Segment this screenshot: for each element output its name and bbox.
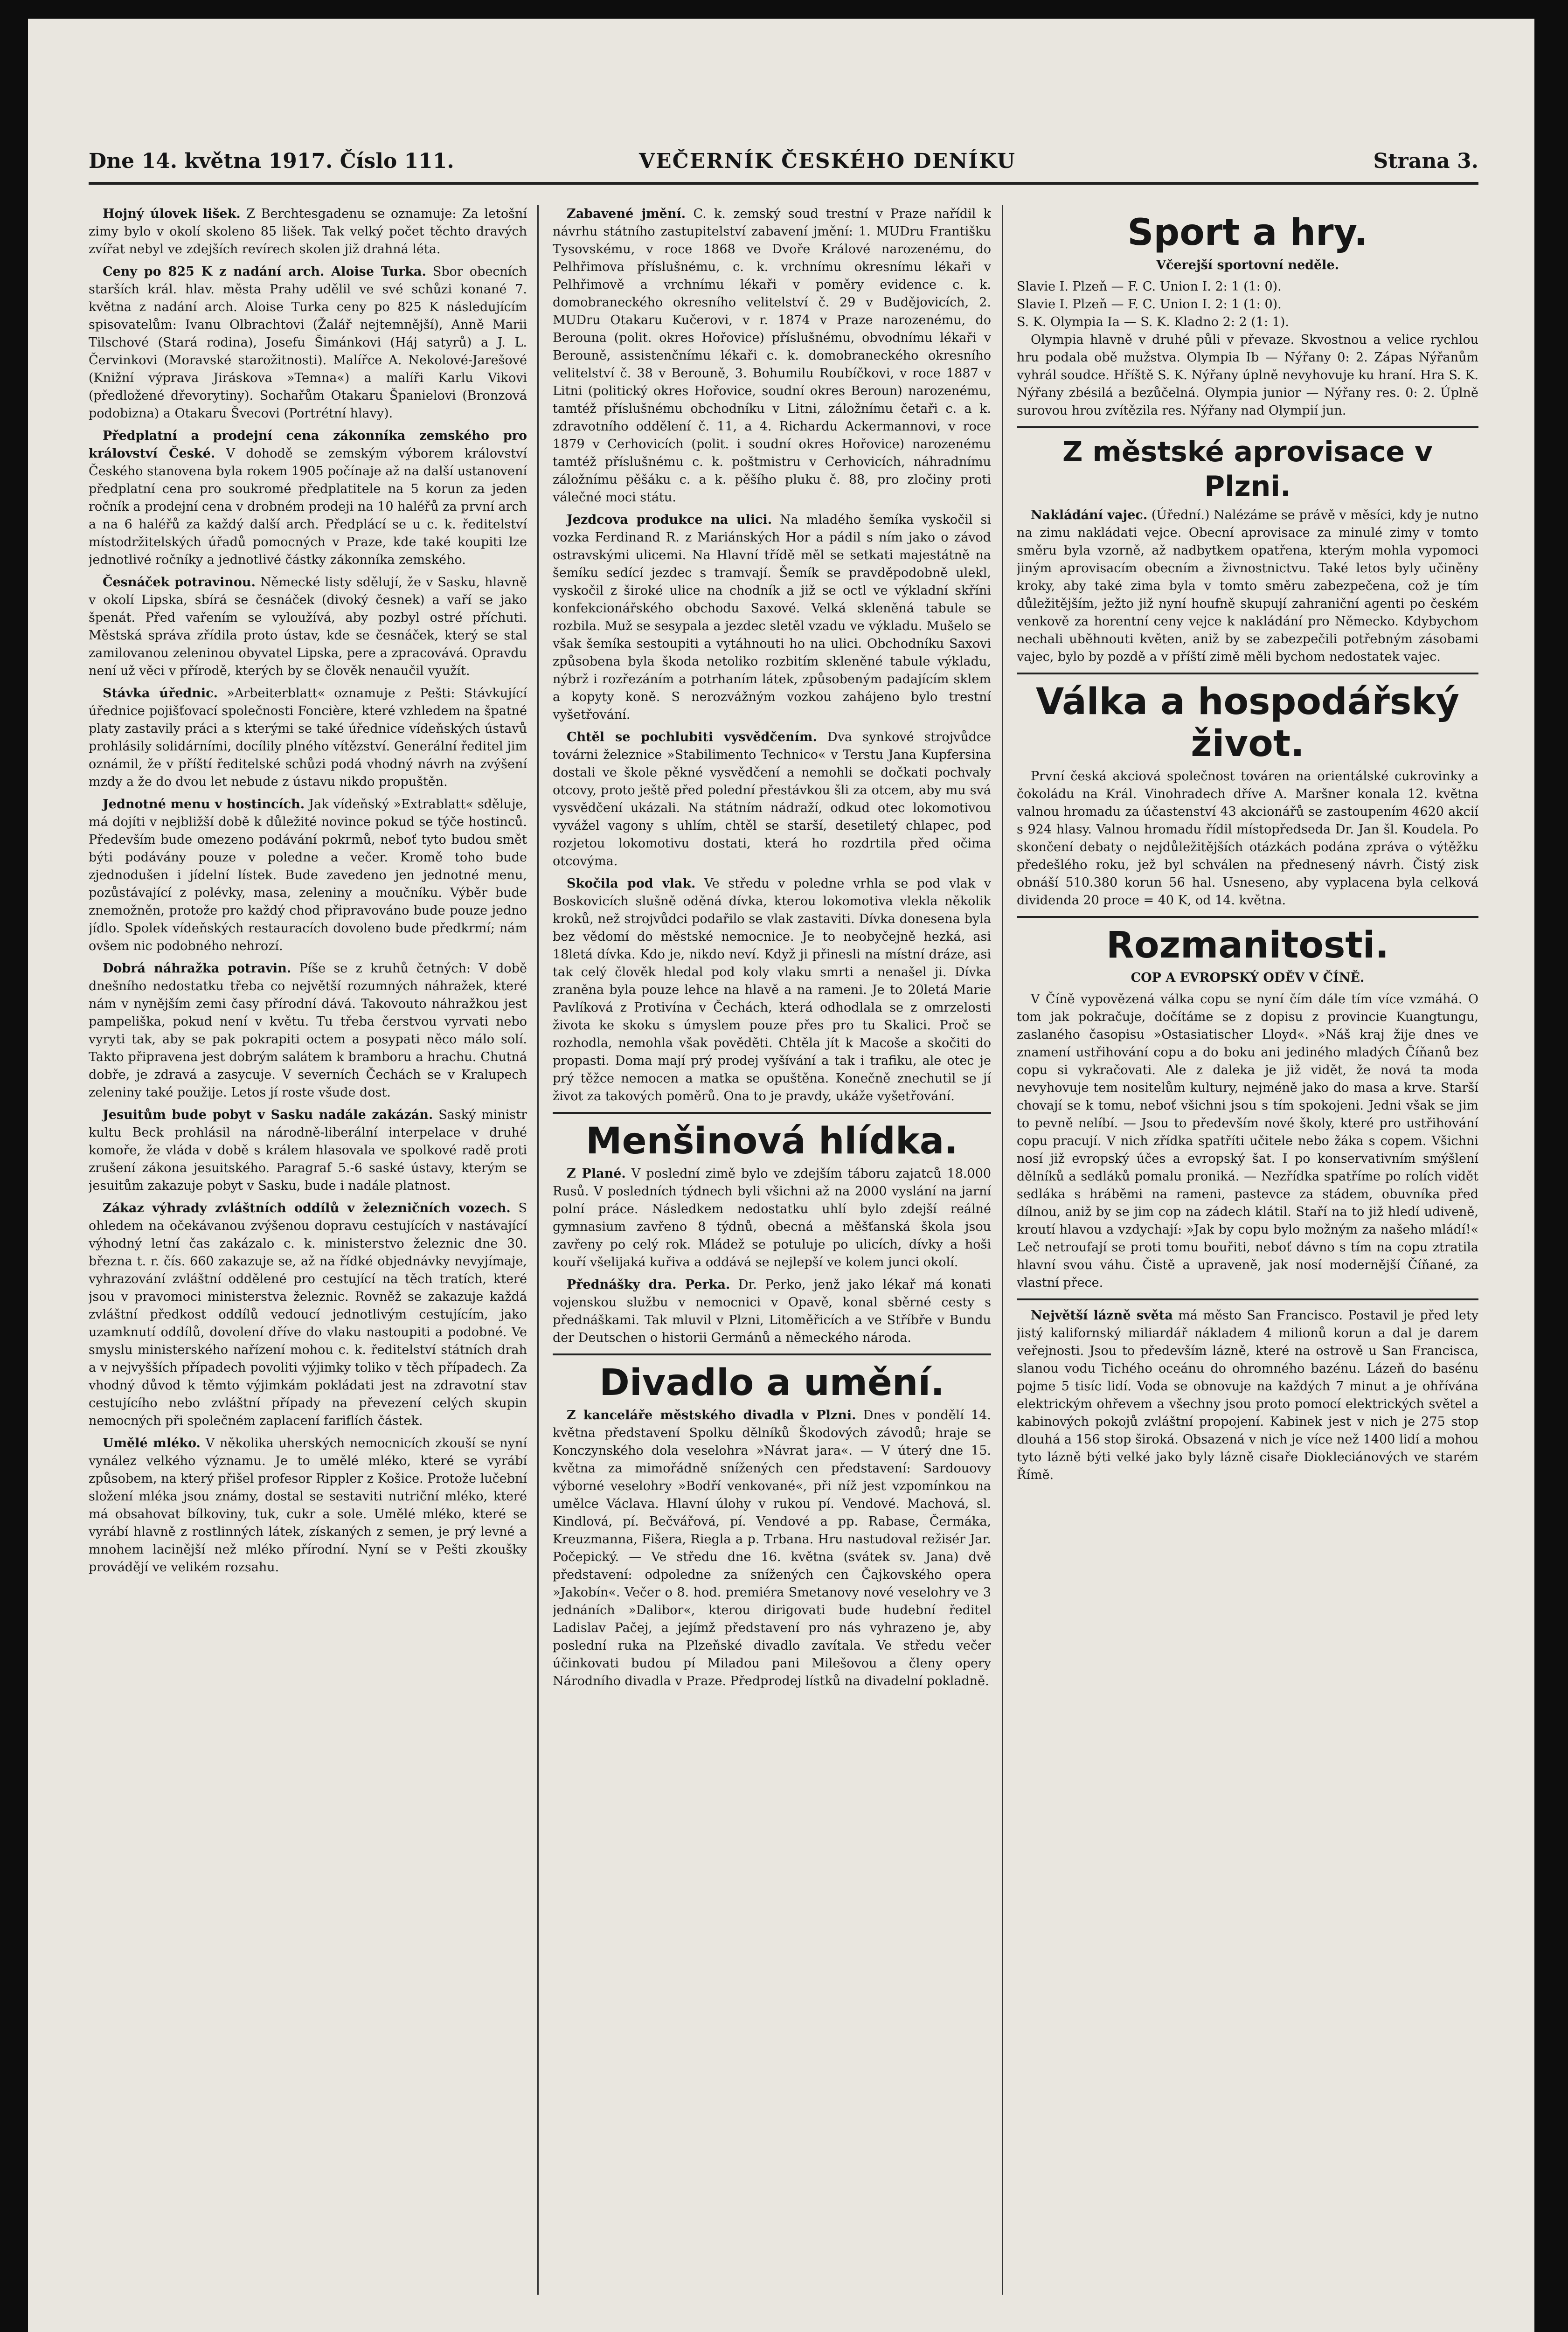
column-3 [1017,205,1478,2295]
article-text: Olympia hlavně v druhé půli v převaze. Skvostnou a velice rychlou hru podala obě mužstva. Olympia Ib — Nýřany 0: 2. Zápas Nýřanům vyhrál soudce. Hříště S. K. Nýřany úplně nevyhovuje ku hraní. Hra S. K. Nýřany zbésilá a bezůčelná. Olympia junior — Nýřany res. 0: 2. Úplně surovou hrou zvítězila res. Nýřany nad Olympií jun. [1017,333,1478,418]
article-text: První česká akciová společnost továren na orientálské cukrovinky a čokoládu na Král. Vinohradech dříve A. Maršner konala 12. května valnou hromadu za účastenství 43 akcionářů se zastoupením 4620 akcií s 924 hlasy. Valnou hromadu řídil místopředseda Dr. Jan šl. Koudela. Po skončení debaty o nejdůležitějších otázkách podána zpráva o výtěžku předešlého roku, jež byl schválen na přednesený návrh. Čistý zisk obnáší 510.380 korun 56 hal. Usneseno, aby vyplacena byla celková dividenda 20 proce = 40 K, od 14. května. [1017,769,1478,908]
article [553,1276,991,1347]
match-result: Slavie I. Plzeň — F. C. Union I. 2: 1 (1: 0). [1017,297,1282,312]
article-text: Německé listy sdělují, že v Sasku, hlavně v okolí Lipska, sbírá se česnáček (divoký česnek) a vaří se jako špenát. Před vařením se vyloužívá, aby pozbyl ostré příchuti. Městská správa zřídila proto ústav, kde se česnáček, který se stal zamilovanou zeleninou obyvatel Lipska, pere a zpracovává. Opravdu není už věci v přírodě, kterých by se člověk nenaučil využít. [89,575,527,678]
article-heading: Přednášky dra. Perka. [567,1277,730,1292]
article-heading: Z kanceláře městského divadla v Plzni. [567,1408,856,1423]
article-heading: Nakládání vajec. [1031,508,1148,522]
match-result: S. K. Olympia Ia — S. K. Kladno 2: 2 (1: 1). [1017,315,1289,329]
article [1017,1307,1478,1484]
article-heading: Předplatní a prodejní cena zákonníka zemského pro království České. [89,429,527,461]
article [553,875,991,1105]
section-title-war: Válka a hospodářský život. [1036,681,1459,765]
article [89,1106,527,1195]
article-text: Dr. Perko, jenž jako lékař má konati vojenskou službu v nemocnici v Opavě, konal sběrné cesty s přednáškami. Tak mluvil v Plzni, Litoměřicích a ve Stříbře v Bundu der Deutschen o historii Germánů a německého národa. [553,1277,991,1345]
column-2 [553,205,991,2295]
article [89,263,527,423]
article [89,205,527,258]
article-heading: Hojný úlovek lišek. [103,207,241,221]
article [553,1165,991,1271]
article-text: Na mladého šemíka vyskočil si vozka Ferdinand R. z Mariánských Hor a pádil s ním jako o závod ostravskými ulicemi. Na Hlavní třídě měl se setkati majestátně na šemíku sedící jezdec s tramvají. Šemík se pravděpodobně ulekl, vyskočil z široké ulice na chodník a již se octl ve výkladní skříni konfekcionářského obchodu Saxové. Velká skleněná tabule se rozbila. Muž se sesypala a jezdec sletěl vzadu ve výkladu. Mušelo se však šemíka sestoupiti a vytáhnouti ho na ulici. Obchodníku Saxovi způsobena byla škoda netoliko rozbitím skleněné tabule výkladu, nýbrž i rozřezáním a potrhaním látek, způsobeným padajícím sklem a kopyty koně. S nerozvážným vozkou zahájeno bylo trestní vyšetřování. [553,513,991,722]
newspaper-page [28,19,1534,2332]
column-rule [1002,205,1003,2295]
article [89,796,527,955]
article-text: C. k. zemský soud trestní v Praze nařídil k návrhu státního zastupitelství zabavení jmění: 1. MUDru Františku Tysovskému, v roce 1868 ve Dvoře Králové narozenému, do Pelhřimova příslušnému, c. k. vrchnímu okresnímu lékaři v Pelhřimově a vrchnímu lékaři v poměry evidence c. k. domobraneckého okresního velitelství č. 29 v Budějovicích, 2. MUDru Otakaru Kučerovi, v r. 1874 v Praze narozenému, do Berouna (polit. okres Hořovice) příslušnému, obvodnímu lékaři v Berouně, assistenčnímu lékaři c. k. domobraneckého okresního velitelství č. 38 v Berouně, 3. Bohumilu Roubíčkovi, v roce 1887 v Litni (politický okres Hořovice, soudní okres Beroun) narozenému, tamtéž příslušnému obchodníku v Litni, záložnímu četaři c. a k. zdravotního oddělení č. 11, a 4. Richardu Ackermannovi, v roce 1879 v Cerhovicích (polit. i soudní okres Hořovice) narozenému tamtéž příslušnému c. k. poštmistru v Cerhovicích, náhradnímu záložnímu pěšáku c. a k. pěšího pluku č. 88, pro zločiny proti válečné moci státu. [553,207,991,505]
article-text: Dva synkové strojvůdce továrni železnice »Stabilimento Technico« v Terstu Jana Kupfersina dostali ve škole pěkné vysvědčení a nemohli se dočkati pochvaly otcovy, proto ještě před polední přestávkou šli za otcem, aby mu svá vysvědčení ukázali. Na státním nádraží, odkud otec lokomotivou vyvážel vagony s uhlím, chtěl se starší, desetiletý chlapec, pod rozjetou lokomotivu dostati, která ho rozdrtila před očima otcovýma. [553,730,991,868]
article-text: Dnes v pondělí 14. května představení Spolku dělníků Škodových závodů; hraje se Konczynského dola veselohra »Návrat jara«. — V úterý dne 15. května za mimořádně snížených cen představení: Sardouovy výborné veselohry »Bodří venkované«, při níž jest vzpomínkou na umělce Václava. Hlavní úlohy v rukou pí. Vendové. Machová, sl. Kindlová, pí. Bečvářová, pí. Vendové a pp. Rabase, Čermáka, Kreuzmanna, Fišera, Riegla a p. Trbana. Hru nastudoval režisér Jar. Počepický. — Ve středu dne 16. května (svátek sv. Jana) dvě představení: odpoledne za snížených cen Čajkovského opera »Jakobín«. Večer o 8. hod. premiéra Smetanovy nové veselohry ve 3 jednáních »Dalibor«, kterou dirigovati bude hudební ředitel Ladislav Pačej, a jejímž představení pro nás vyhrazeno je, aby poslední ruka na Plzeňské divadlo zavítala. Ve středu večer účinkovati budou pí Miladou pani Milešovou a členy opery Národního divadla v Praze. Předprodej lístků na divadelní pokladně. [553,1408,991,1688]
column-1 [89,205,527,2295]
article [1017,507,1478,666]
article-heading: Chtěl se pochlubiti vysvědčením. [567,730,817,744]
article-text: Sbor obecních starších král. hlav. města Prahy udělil ve své schůzi konané 7. května z nadání arch. Aloise Turka ceny po 825 K následujícím spisovatelům: Ivanu Olbrachtovi (Žalář nejtemnější), Anně Marii Tilschové (Stará rodina), Josefu Šimánkovi (Háj satyrů) a J. L. Červinkovi (Moravské starožitnosti). Malířce A. Nekolové-Jarešové (Knižní výprava Jiráskova »Temna«) a malíři Karlu Vikovi (předložené dřevorytiny). Sochařům Otakaru Španielovi (Bronzová podobizna) a Otakaru Švecovi (Portrétní hlavy). [89,264,527,421]
article [553,511,991,724]
article [553,1407,991,1690]
section-title-minority: Menšinová hlídka. [586,1120,958,1162]
article-heading: Jezdcova produkce na ulici. [567,513,772,527]
article-heading: Jesuitům bude pobyt v Sasku nadále zakázán. [103,1108,433,1122]
article [89,574,527,680]
section-title-theatre: Divadlo a umění. [599,1362,944,1404]
article-text: Ve středu v poledne vrhla se pod vlak v Boskovicích slušně oděná dívka, kterou lokomotiva vlekla několik kroků, než strojvůdci podařilo se vlak zastaviti. Dívka donesena byla bez vědomí do městské nemocnice. Je to neobyčejně hezká, asi 18letá dívka. Kdo je, nikdo neví. Když ji přinesli na místní dráze, asi tak celý člověk hledal pod koly vlaku smrti a nenašel ji. Dívka zraněna byla pouze lehce na hlavě a na rameni. Je to 20letá Marie Pavlíková z Protivína v Čechách, která odhodlala se z omrzelosti života ke skoku s úmyslem pouze přes pro tu Skalici. Proč se rozhodla, nemohla však pověděti. Chtěla jít k Macoše a skočiti do propasti. Doma mají prý prodej vyšívání a tak i trafiku, ale otec je prý těžce nemocen a matka se opuštěna. Konečně znechutil se jí život za takových poměrů. Ona to je pravdy, ukáže vyšetřování. [553,876,991,1104]
article-heading: Zabavené jmění. [567,207,686,221]
match-result: Slavie I. Plzeň — F. C. Union I. 2: 1 (1: 0). [1017,279,1282,294]
article [89,427,527,569]
article-heading: Ceny po 825 K z nadání arch. Aloise Turka. [103,264,426,279]
article-heading: Skočila pod vlak. [567,876,696,891]
article-text: Saský ministr kultu Beck prohlásil na národně-liberální interpelace v druhé komoře, že vláda v době s králem hlasovala ve spolkové radě proti zrušení zákona jesuitského. Paragraf 5.-6 saské ústavy, kterým se jesuitům zakazuje pobyt v Sasku, bude i nadále platnost. [89,1108,527,1193]
section-subtitle: COP A EVROPSKÝ ODĚV V ČÍNĚ. [1131,971,1365,985]
article-heading: Stávka úřednic. [103,686,218,701]
section-title-supply: Z městské aprovisace v Plzni. [1062,436,1433,503]
article-heading: Z Plané. [567,1166,626,1181]
section-subtitle: Včerejší sportovní neděle. [1156,258,1339,272]
article-heading: Česnáček potravinou. [103,575,256,590]
article-text: V dohodě se zemským výborem království Českého stanovena byla rokem 1905 počínaje až na další ustanovení předplatní cena pro soukromé předplatitele na 5 korun za jeden ročník a prodejní cena v drobném prodeji na 10 haléřů za první arch a na 6 haléřů za každý další arch. Předplácí se u c. k. ředitelství místodržitelských úřadů pomocných v Praze, kde také koupiti lze jednotlivé ročníky a jednotlivé částky zákonníka zemského. [89,446,527,567]
article-text: V poslední zimě bylo ve zdejším táboru zajatců 18.000 Rusů. V posledních týdnech byli všichni až na 2000 vyslání na jarní polní práce. Následkem nedostatku uhlí bylo zdejší reálné gymnasium zavřeno 8 týdnů, obecná a měšťanská škola jsou zavřeny po celý rok. Mládež se potuluje po ulicích, dívky a hoši kouří všelijaká kuřiva a oddává se nejlepší ve kolem junci okolí. [553,1166,991,1270]
article-heading: Jednotné menu v hostincích. [103,797,305,812]
masthead-title: VEČERNÍK ČESKÉHO DENÍKU [639,149,1016,173]
article-text: »Arbeiterblatt« oznamuje z Pešti: Stávkující úřednice pojišťovací společnosti Foncière, které vzhledem na špatné platy zastavily práci a s kterými se také úřednice vídeňských ústavů prohlásily solidárními, docílily plného vítězství. Generální ředitel jim oznámil, že v příští ředitelské schůzi podá vhodný návrh na zvýšení mzdy a že do dvou let nebude z ústavu nikdo propuštěn. [89,686,527,789]
section-divider [553,1353,991,1355]
section-divider [1017,916,1478,918]
page-header [89,145,1478,185]
section-title-sport: Sport a hry. [1127,212,1368,254]
article-text: má město San Francisco. Postavil je před lety jistý kalifornský miliardář nákladem 4 milionů korun a dal je darem veřejnosti. Jsou to především lázně, které na ostrově u San Francisca, slanou vodu Tichého oceánu do ohromného bazénu. Lázeň do basénu pojme 5 tisíc lidí. Voda se obnovuje na každých 7 minut a je ohřívána elektrickým ohřevem a všechny jsou proto pomocí elektrických světel a kabinových pokojů zvláštní propojení. Kabinek jest v nich je 275 stop dlouhá a 156 stop široká. Obsazená v nich je více než 1400 lidí a mohou tyto lázně býti velké jako byly lázně cisaře Diokleciánových ve starém Římě. [1017,1308,1478,1482]
article-text: (Úřední.) Nalézáme se právě v měsíci, kdy je nutno na zimu nakládati vejce. Obecní aprovisace za minulé zimy v tomto směru byla vzorně, až nadbytkem opatřena, kterým mohla vypomoci jiným aprovisacím obecním a živnostnictvu. Také letos byly učiněny kroky, aby také zima byla v tomto směru zabezpečena, což je tím důležitějším, ježto již nyní houfně skupují zahraniční agenti po českém venkově za horentní ceny vejce k nakládání pro Německo. Kdybychom nechali uběhnouti květen, aniž by se zabezpečili potřebným zásobami vajec, bylo by pozdě a v příští zimě měli bychom nedostatek vajec. [1017,508,1478,664]
article-heading: Největší lázně světa [1031,1308,1173,1323]
article-text: V několika uherských nemocnicích zkouší se nyní vynález velkého významu. Je to umělé mléko, které se vyrábí způsobem, na který přišel profesor Rippler z Košice. Protože lučební složení mléka jsou známy, dostal se sestaviti nutriční mléko, které má obsahovat bílkoviny, tuk, cukr a sole. Umělé mléko, které se vyrábí hlavně z rostlinných látek, získaných z semen, je prý levné a mnohem lacinější než mléko přírodní. Nyní se v Pešti zkoušky provádějí ve velikém rozsahu. [89,1436,527,1575]
article [89,960,527,1102]
article [553,205,991,507]
article-text: S ohledem na očekávanou zvýšenou dopravu cestujících v nastávající výhodný letní čas zakázalo c. k. ministerstvo železnic dne 30. března t. r. čís. 660 zakazuje se, až na řídké objednávky nevyjímaje, vyhrazování zvláštní oddělené pro cestující na těch tratích, které jsou v pravomoci ministerstva železnic. Rovněž se zakazuje každá zvláštní předkost oddílů vedoucí jednotlivým cestujícím, jako uzamknutí oddílů, dovolení dříve do vlaku nastoupiti a podobné. Ve smyslu ministerského nařízení mohou c. k. ředitelství státních drah a v nejvyšších případech povoliti výjimky toliko v těch případech. Za vhodný důvod k těmto výjimkám pokládati jest na zdravotní stav cestujícího nebo zvláštní případy na převezení celých skupin nemocných při společném zaplacení fariflích částek. [89,1201,527,1428]
article-heading: Zákaz výhrady zvláštních oddílů v železničních vozech. [103,1201,511,1215]
article [553,729,991,870]
article-text: Jak vídeňský »Extrablatt« sděluje, má dojíti v nejbližší době k důležité novince pokud se týče hostinců. Především bude omezeno podávání pokrmů, neboť tyto budou smět býti podávány pouze v poledne a večer. Kromě toho bude zjednodušen i jídelní lístek. Bude zavedeno jen jednotné menu, pozůstávající z polévky, masa, zeleniny a moučníku. Výběr bude znemožněn, protože pro každý chod připravováno bude pouze jedno jídlo. Spolek vídeňských restauracích dovoleno bude předkrmí; nám ovšem nic podobného nehrozí. [89,797,527,953]
column-rule [537,205,539,2295]
article [89,685,527,791]
article [89,1435,527,1576]
article-text: Píše se z kruhů četných: V době dnešního nedostatku třeba co největší rozumných náhražek, které nám v nynějším zemi časy přírodní dává. Takovouto náhražkou jest pampeliška, pokud není v květu. Tu třeba čerstvou vyrvati nebo vyryti tak, aby se pak pokrapiti octem a posypati něco málo solí. Takto připravena jest dobrým salátem k bramboru a hrachu. Chutná dobře, je zdravá a zasycuje. V severních Čechách se v Kralupech zeleniny také použije. Letos jí roste všude dost. [89,961,527,1100]
article-text: Z Berchtesgadenu se oznamuje: Za letošní zimy bylo v okolí skoleno 85 lišek. Tak velký počet těchto dravých zvířat nebyl ve zdejších revírech skolen již drahná léta. [89,207,527,257]
article-heading: Umělé mléko. [103,1436,201,1451]
issue-date: Dne 14. května 1917. Číslo 111. [89,149,454,173]
section-divider [1017,1298,1478,1300]
article [89,1200,527,1430]
article-heading: Dobrá náhražka potravin. [103,961,291,976]
article-text: V Číně vypovězená válka copu se nyní čím dále tím více vzmáhá. O tom jak pokračuje, dočítáme se z dopisu z provincie Kuangtungu, zaslaného časopisu »Ostasiatischer Lloyd«. »Náš kraj žije dnes ve znamení ustřihování copu a do boku ani jediného mladých Číňanů bez copu si vykračovati. Ale z daleka je již vidět, že nová ta moda nevyhovuje tem nositelům kultury, nejméně jako do masa a krve. Starší chovají se k tomu, neboť všichni jsou s tím spokojeni. Jedni však se jim to pevně nelíbí. — Jsou to především nové školy, které pro ustřihování copu pracují. V nich zřídka spatříti učitele nebo žáka s copem. Všichni nosí již evropský účes a evropský šat. I po konservativním smýšlení dělníků a sedláků pomalu proniká. — Nezřídka spatříme po rolích vidět sedláka s hráběmi na rameni, pastevce za stádem, obuvníka před dílnou, aniž by se jim cop na zádech klátil. Staří na to již hledí udiveně, kroutí hlavou a vzdychají: »Jak by copu bylo možným za našeho mládí!« Leč netroufají se proti tomu bouřiti, neboť dávno s tím na copu ztratila hlavní svou váhu. Čistě a upraveně, jak nosí modernější Číňané, za vlastní přece. [1017,992,1478,1290]
section-divider [1017,426,1478,428]
section-title-misc: Rozmanitosti. [1106,924,1389,966]
section-divider [553,1112,991,1114]
page-number: Strana 3. [1373,149,1478,173]
section-divider [1017,673,1478,674]
